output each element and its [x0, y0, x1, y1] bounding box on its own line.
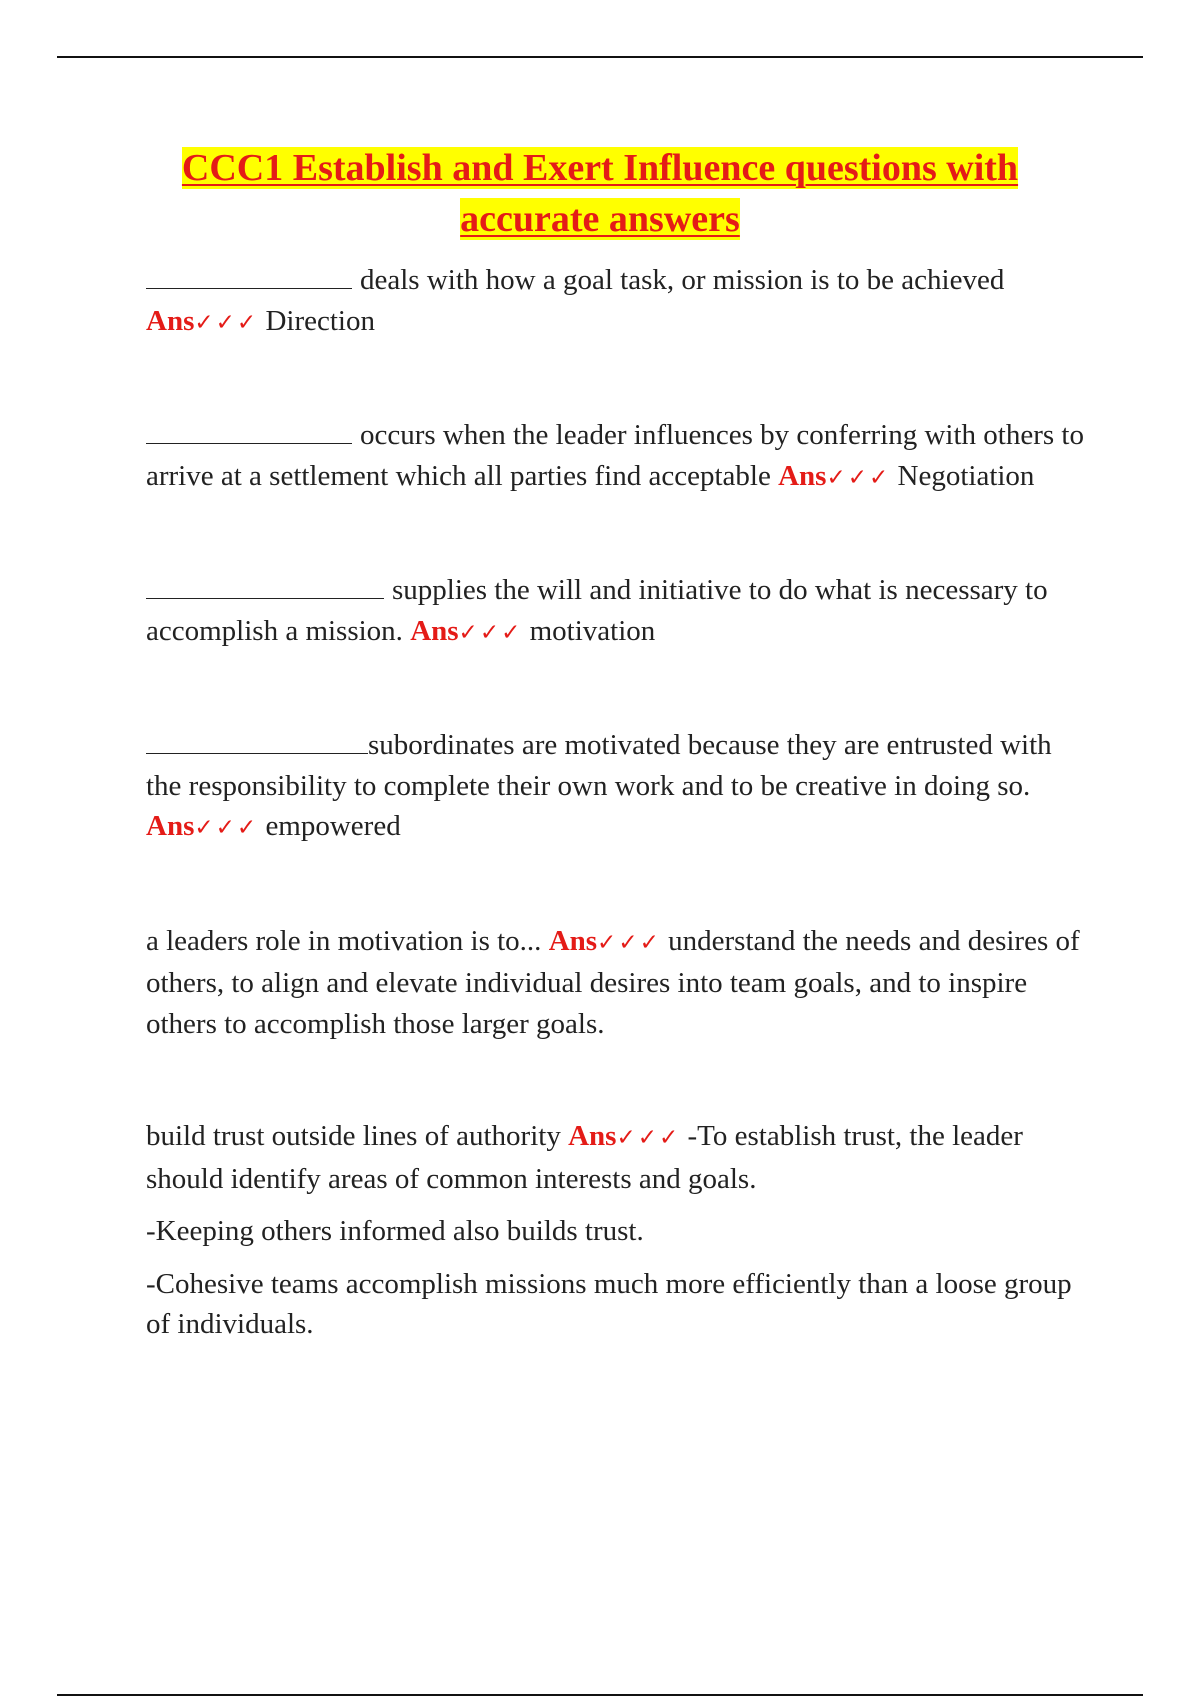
answer-label: Ans — [146, 304, 195, 337]
question-item — [146, 570, 1086, 653]
answer-text: -To establish trust, the leader should identify areas of common interests and goals. — [146, 1120, 1023, 1195]
question-text: subordinates are motivated because they are entrusted with the responsibility to complete their own work and to be creative in doing so. — [146, 729, 1052, 802]
fill-in-blank — [146, 415, 352, 444]
question-text: occurs when the leader influences by conferring with others to arrive at a settlement which all parties find acceptable — [146, 419, 1084, 492]
question-text: supplies the will and initiative to do what is necessary to accomplish a mission. — [146, 574, 1048, 647]
answer-label: Ans — [778, 459, 827, 492]
answer-text: empowered — [265, 810, 401, 842]
question-text: build trust outside lines of authority — [146, 1120, 561, 1152]
answer-label: Ans — [548, 924, 598, 957]
answer-label: Ans — [568, 1120, 617, 1152]
answer-text: motivation — [529, 614, 656, 647]
answer-label: Ans — [146, 810, 195, 842]
answer-text: Negotiation — [897, 459, 1035, 492]
page-title — [120, 143, 1080, 245]
checkmark-icon: ✓✓✓ — [597, 929, 661, 956]
answer-extra-line: -Keeping others informed also builds trust. — [146, 1215, 644, 1247]
question-list — [146, 260, 1086, 1345]
question-item — [146, 415, 1086, 498]
bottom-rule — [57, 1694, 1143, 1696]
checkmark-icon: ✓✓✓ — [194, 309, 259, 336]
question-item — [146, 725, 1086, 849]
title-line-2: accurate answers — [460, 198, 740, 240]
fill-in-blank — [146, 725, 368, 754]
question-text: deals with how a goal task, or mission is to be achieved — [360, 264, 1005, 296]
checkmark-icon: ✓✓✓ — [616, 1125, 681, 1151]
answer-text: Direction — [265, 304, 375, 337]
fill-in-blank — [146, 260, 352, 289]
fill-in-blank — [146, 570, 384, 599]
checkmark-icon: ✓✓✓ — [194, 815, 259, 841]
checkmark-icon: ✓✓✓ — [826, 464, 891, 491]
top-rule — [57, 56, 1143, 58]
question-text: a leaders role in motivation is to... — [146, 924, 542, 957]
answer-label: Ans — [410, 614, 459, 647]
checkmark-icon: ✓✓✓ — [458, 619, 523, 646]
answer-text: understand the needs and desires of others, to align and elevate individual desires into team goals, and to inspire others to accomplish those larger goals. — [146, 924, 1080, 1040]
question-item — [146, 921, 1086, 1045]
answer-extra-line: -Cohesive teams accomplish missions much more efficiently than a loose group of individuals. — [146, 1267, 1072, 1340]
question-item — [146, 1116, 1086, 1199]
question-item — [146, 260, 1086, 343]
title-line-1: CCC1 Establish and Exert Influence questions with — [181, 147, 1019, 189]
